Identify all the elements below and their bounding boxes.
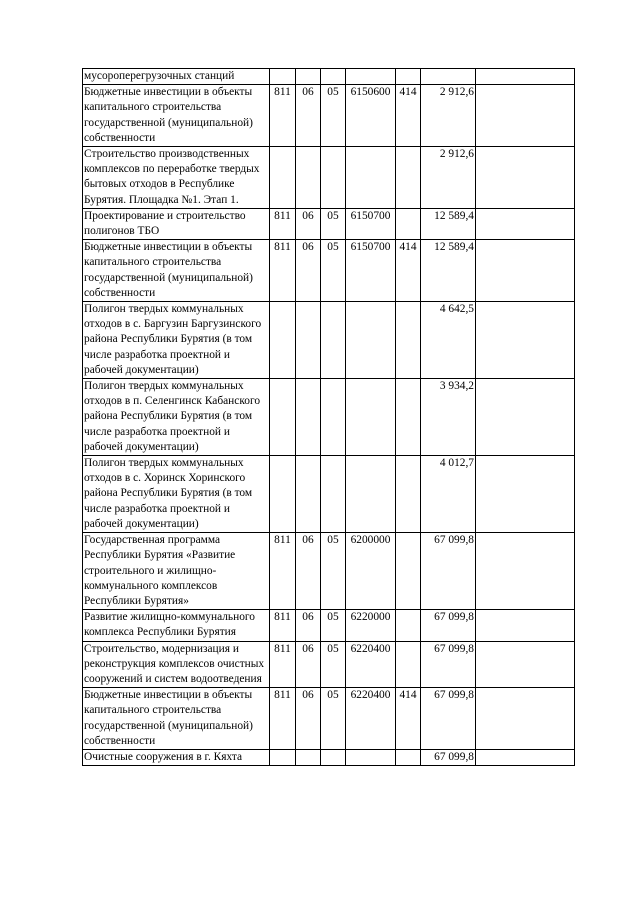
section-code-cell: 06 (296, 240, 321, 302)
section-code-cell (296, 749, 321, 765)
empty-column-cell (476, 85, 575, 147)
empty-column-cell (476, 533, 575, 610)
amount-cell: 4 012,7 (421, 456, 476, 533)
expense-type-cell: 414 (396, 240, 421, 302)
table-row (83, 147, 575, 209)
target-article-cell: 6220400 (346, 641, 396, 688)
section-code-cell (296, 302, 321, 379)
subsection-code-cell (321, 379, 346, 456)
subsection-code-cell: 05 (321, 641, 346, 688)
section-code-cell: 06 (296, 610, 321, 641)
section-code-cell (296, 456, 321, 533)
row-name-cell: Бюджетные инвестиции в объекты капитального строительства государственной (муниципальной) собственности (83, 85, 270, 147)
expense-type-cell (396, 147, 421, 209)
empty-column-cell (476, 208, 575, 239)
empty-column-cell (476, 749, 575, 765)
row-name-cell: Полигон твердых коммунальных отходов в п. Селенгинск Кабанского района Республики Бурятия (в том числе разработка проектной и рабочей документации) (83, 379, 270, 456)
target-article-cell: 6220000 (346, 610, 396, 641)
row-name-cell: Очистные сооружения в г. Кяхта (83, 749, 270, 765)
admin-code-cell (270, 749, 296, 765)
row-name-cell: Строительство, модернизация и реконструкция комплексов очистных сооружений и систем водоотведения (83, 641, 270, 688)
admin-code-cell (270, 302, 296, 379)
expense-type-cell (396, 533, 421, 610)
row-name-cell: Развитие жилищно-коммунального комплекса Республики Бурятия (83, 610, 270, 641)
target-article-cell (346, 147, 396, 209)
table-row (83, 208, 575, 239)
target-article-cell (346, 749, 396, 765)
table-row (83, 85, 575, 147)
section-code-cell: 06 (296, 641, 321, 688)
empty-column-cell (476, 379, 575, 456)
table-row (83, 240, 575, 302)
subsection-code-cell (321, 749, 346, 765)
admin-code-cell: 811 (270, 85, 296, 147)
subsection-code-cell (321, 456, 346, 533)
section-code-cell (296, 147, 321, 209)
target-article-cell (346, 69, 396, 85)
row-name-cell: Полигон твердых коммунальных отходов в с. Хоринск Хоринского района Республики Бурятия (в том числе разработка проектной и рабочей документации) (83, 456, 270, 533)
admin-code-cell: 811 (270, 610, 296, 641)
section-code-cell: 06 (296, 85, 321, 147)
empty-column-cell (476, 610, 575, 641)
row-name-cell: Государственная программа Республики Бурятия «Развитие строительного и жилищно-коммунального комплексов Республики Бурятия» (83, 533, 270, 610)
row-name-cell: Бюджетные инвестиции в объекты капитального строительства государственной (муниципальной) собственности (83, 688, 270, 750)
table-row (83, 688, 575, 750)
budget-table-body (83, 69, 575, 766)
expense-type-cell (396, 208, 421, 239)
section-code-cell: 06 (296, 533, 321, 610)
budget-table-page (82, 68, 575, 766)
empty-column-cell (476, 641, 575, 688)
target-article-cell: 6220400 (346, 688, 396, 750)
empty-column-cell (476, 456, 575, 533)
expense-type-cell (396, 302, 421, 379)
amount-cell: 67 099,8 (421, 641, 476, 688)
empty-column-cell (476, 69, 575, 85)
expense-type-cell (396, 69, 421, 85)
empty-column-cell (476, 302, 575, 379)
amount-cell: 2 912,6 (421, 85, 476, 147)
subsection-code-cell: 05 (321, 688, 346, 750)
row-name-cell: Бюджетные инвестиции в объекты капитального строительства государственной (муниципальной) собственности (83, 240, 270, 302)
subsection-code-cell: 05 (321, 208, 346, 239)
admin-code-cell (270, 379, 296, 456)
admin-code-cell (270, 456, 296, 533)
row-name-cell: Строительство производственных комплексов по переработке твердых бытовых отходов в Республике Бурятия. Площадка №1. Этап 1. (83, 147, 270, 209)
table-row (83, 379, 575, 456)
amount-cell: 67 099,8 (421, 533, 476, 610)
expense-type-cell (396, 641, 421, 688)
subsection-code-cell: 05 (321, 610, 346, 641)
expense-type-cell: 414 (396, 688, 421, 750)
amount-cell: 67 099,8 (421, 749, 476, 765)
subsection-code-cell: 05 (321, 533, 346, 610)
table-row (83, 749, 575, 765)
section-code-cell (296, 69, 321, 85)
section-code-cell (296, 379, 321, 456)
admin-code-cell: 811 (270, 533, 296, 610)
subsection-code-cell (321, 302, 346, 379)
amount-cell: 12 589,4 (421, 208, 476, 239)
amount-cell: 67 099,8 (421, 610, 476, 641)
empty-column-cell (476, 240, 575, 302)
expense-type-cell (396, 749, 421, 765)
table-row (83, 533, 575, 610)
amount-cell: 4 642,5 (421, 302, 476, 379)
amount-cell: 12 589,4 (421, 240, 476, 302)
target-article-cell: 6200000 (346, 533, 396, 610)
target-article-cell: 6150700 (346, 208, 396, 239)
row-name-cell: Проектирование и строительство полигонов ТБО (83, 208, 270, 239)
target-article-cell (346, 456, 396, 533)
expense-type-cell (396, 456, 421, 533)
admin-code-cell: 811 (270, 240, 296, 302)
table-row (83, 302, 575, 379)
section-code-cell: 06 (296, 688, 321, 750)
empty-column-cell (476, 688, 575, 750)
admin-code-cell: 811 (270, 641, 296, 688)
target-article-cell (346, 302, 396, 379)
target-article-cell: 6150700 (346, 240, 396, 302)
target-article-cell (346, 379, 396, 456)
expense-type-cell (396, 379, 421, 456)
amount-cell (421, 69, 476, 85)
budget-table (82, 68, 575, 766)
amount-cell: 2 912,6 (421, 147, 476, 209)
row-name-cell: Полигон твердых коммунальных отходов в с. Баргузин Баргузинского района Республики Бурятия (в том числе разработка проектной и рабочей документации) (83, 302, 270, 379)
table-row (83, 610, 575, 641)
amount-cell: 3 934,2 (421, 379, 476, 456)
subsection-code-cell: 05 (321, 240, 346, 302)
admin-code-cell: 811 (270, 208, 296, 239)
section-code-cell: 06 (296, 208, 321, 239)
table-row (83, 69, 575, 85)
admin-code-cell: 811 (270, 688, 296, 750)
table-row (83, 456, 575, 533)
empty-column-cell (476, 147, 575, 209)
admin-code-cell (270, 69, 296, 85)
target-article-cell: 6150600 (346, 85, 396, 147)
expense-type-cell: 414 (396, 85, 421, 147)
admin-code-cell (270, 147, 296, 209)
subsection-code-cell (321, 69, 346, 85)
row-name-cell: мусороперегрузочных станций (83, 69, 270, 85)
amount-cell: 67 099,8 (421, 688, 476, 750)
table-row (83, 641, 575, 688)
subsection-code-cell: 05 (321, 85, 346, 147)
expense-type-cell (396, 610, 421, 641)
subsection-code-cell (321, 147, 346, 209)
